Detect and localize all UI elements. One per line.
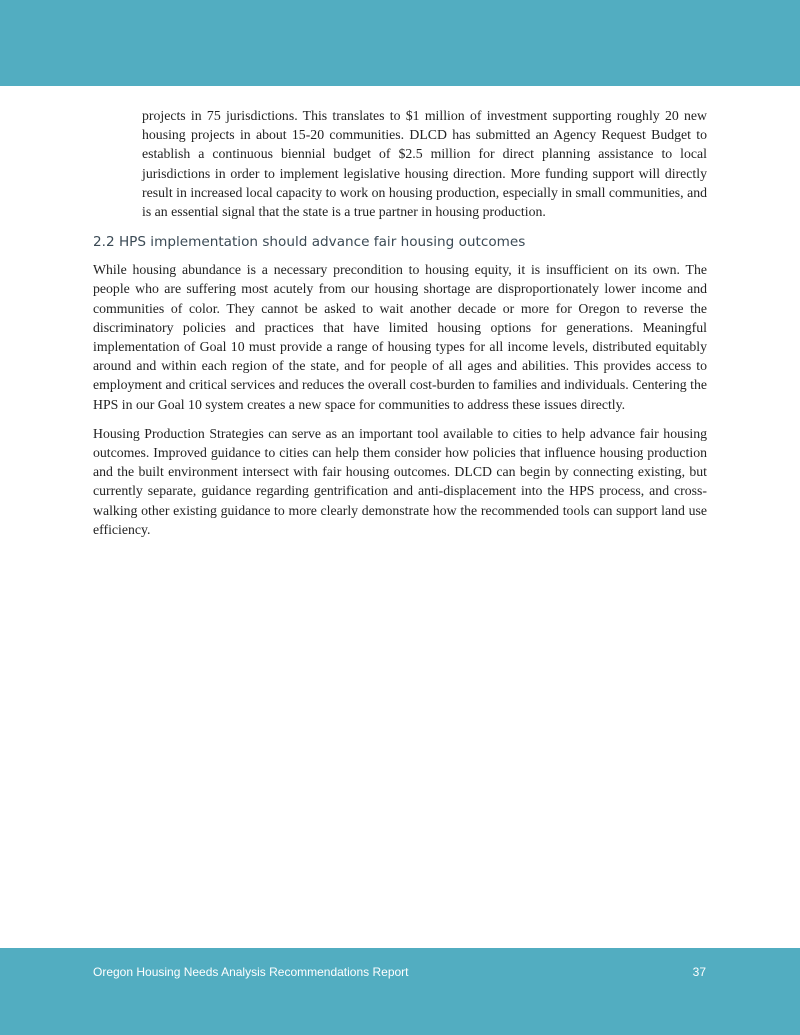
body-paragraph-1: While housing abundance is a necessary precondition to housing equity, it is insufficient on its own. The people who are suffering most acutely from our housing shortage are disproportionately lower income and communities of color. They cannot be asked to wait another decade or more for Oregon to reverse the discriminatory policies and practices that have limited housing options for generations. Meaningful implementation of Goal 10 must provide a range of housing types for all income levels, distributed equitably around and within each region of the state, and for people of all ages and abilities. This provides access to employment and critical services and reduces the overall cost-burden to families and individuals. Centering the HPS in our Goal 10 system creates a new space for communities to address these issues directly. (93, 262, 707, 412)
footer-band (0, 948, 800, 1035)
header-band (0, 0, 800, 86)
page-number: 37 (692, 965, 706, 979)
body-paragraph-2: Housing Production Strategies can serve as an important tool available to cities to help advance fair housing outcomes. Improved guidance to cities can help them consider how policies that influence housing production and the built environment intersect with fair housing outcomes. DLCD can begin by connecting existing, but currently separate, guidance regarding gentrification and anti-displacement into the HPS process, and cross-walking other existing guidance to more clearly demonstrate how the recommended tools can support land use efficiency. (93, 425, 707, 537)
page-content (93, 106, 707, 549)
intro-paragraph: projects in 75 jurisdictions. This translates to $1 million of investment supporting roughly 20 new housing projects in about 15-20 communities. DLCD has submitted an Agency Request Budget to establish a continuous biennial budget of $2.5 million for direct planning assistance to local jurisdictions in order to implement legislative housing direction. More funding support will directly result in increased local capacity to work on housing production, especially in small communities, and is an essential signal that the state is a true partner in housing production. (142, 108, 707, 220)
section-heading: 2.2 HPS implementation should advance fair housing outcomes (93, 234, 526, 251)
footer-report-title: Oregon Housing Needs Analysis Recommendations Report (93, 965, 409, 979)
